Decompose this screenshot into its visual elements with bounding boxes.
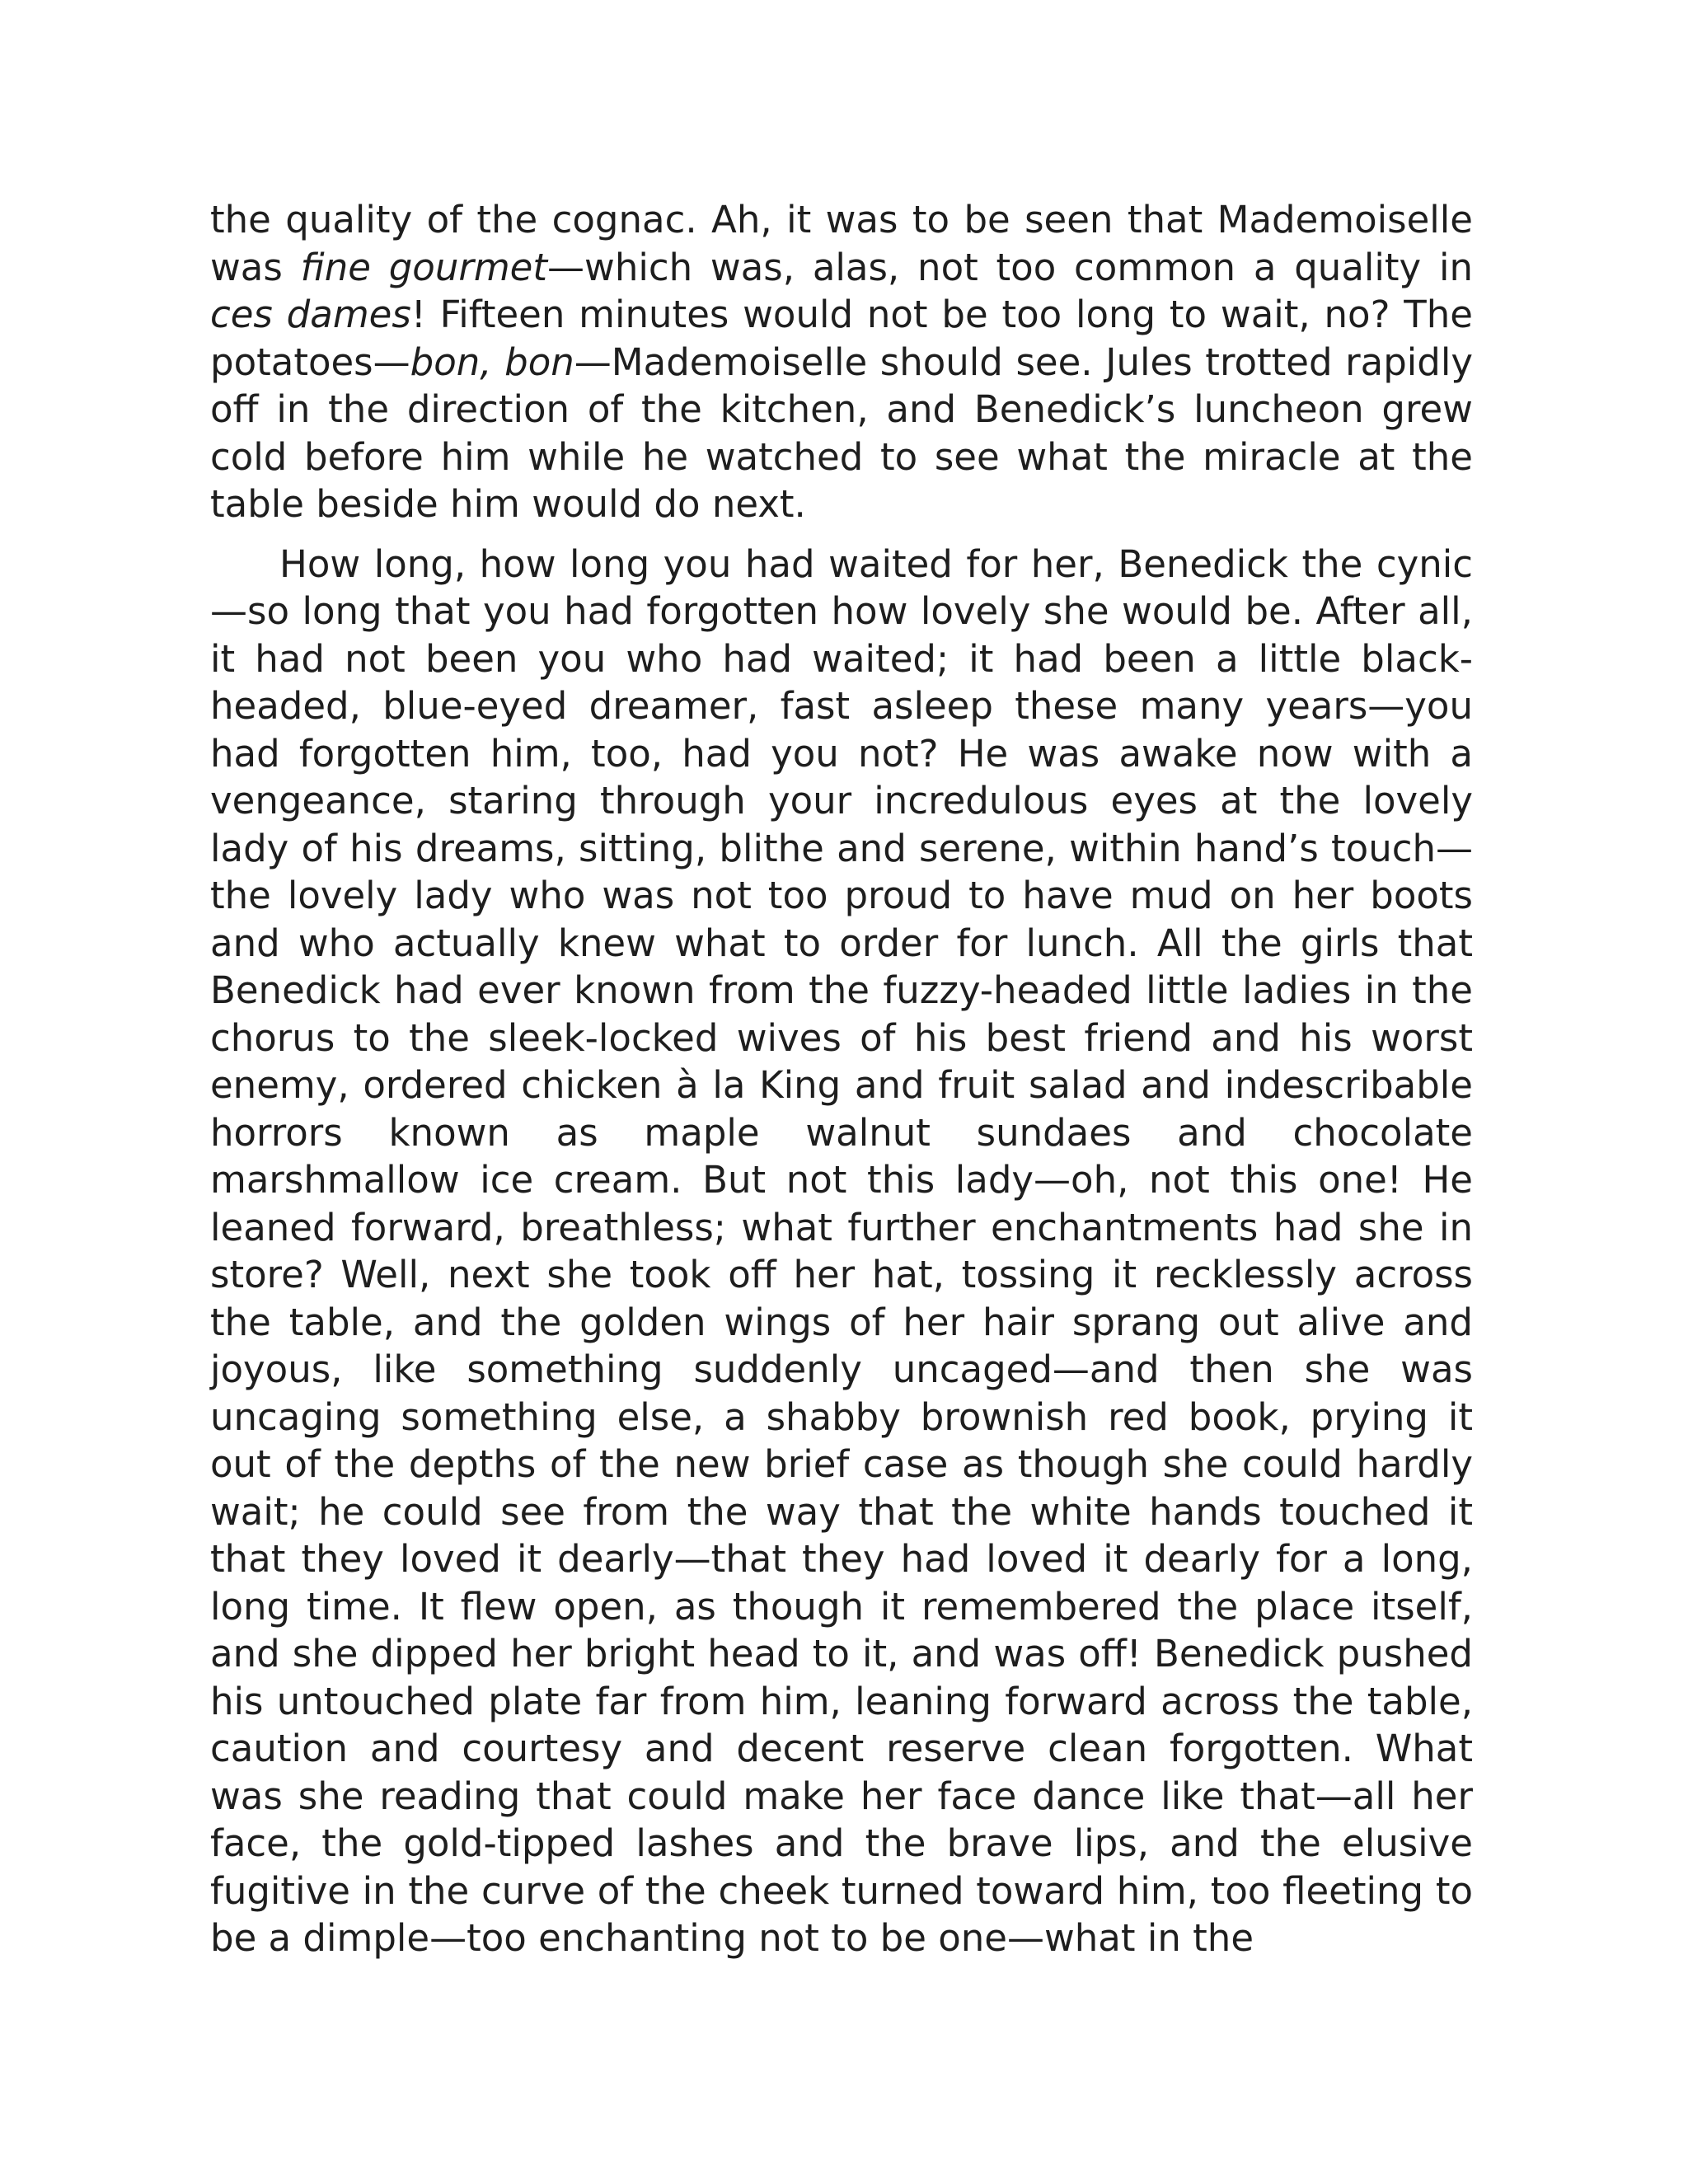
document-page: [210, 196, 1473, 1962]
paragraph-1: [210, 196, 1473, 528]
paragraph-2-text: How long, how long you had waited for her, Benedick the cynic—so long that you had forgotten how lovely she would be. After all, it had not been you who had waited; it had been a little black-headed, blue-eyed dreamer, fast asleep these many years—you had forgotten him, too, had you not? He was awake now with a vengeance, staring through your incredulous eyes at the lovely lady of his dreams, sitting, blithe and serene, within hand’s touch—the lovely lady who was not too proud to have mud on her boots and who actually knew what to order for lunch. All the girls that Benedick had ever known from the fuzzy-headed little ladies in the chorus to the sleek-locked wives of his best friend and his worst enemy, ordered chicken à la King and fruit salad and indescribable horrors known as maple walnut sundaes and chocolate marshmallow ice cream. But not this lady—oh, not this one! He leaned forward, breathless; what further enchantments had she in store? Well, next she took off her hat, tossing it recklessly across the table, and the golden wings of her hair sprang out alive and joyous, like something suddenly uncaged—and then she was uncaging something else, a shabby brownish red book, prying it out of the depths of the new brief case as though she could hardly wait; he could see from the way that the white hands touched it that they loved it dearly—that they had loved it dearly for a long, long time. It flew open, as though it remembered the place itself, and she dipped her bright head to it, and was off! Benedick pushed his untouched plate far from him, leaning forward across the table, caution and courtesy and decent reserve clean forgotten. What was she reading that could make her face dance like that—all her face, the gold-tipped lashes and the brave lips, and the elusive fugitive in the curve of the cheek turned toward him, too fleeting to be a dimple—too enchanting not to be one—what in the: [210, 541, 1473, 1960]
paragraph-1-text: —Mademoiselle should see. Jules trotted rapidly off in the direction of the kitchen, and Benedick’s luncheon grew cold before him while he watched to see what the miracle at the table beside him would do next.: [210, 340, 1473, 526]
paragraph-2: [210, 541, 1473, 1962]
paragraph-1-text: —which was, alas, not too common a quality in: [547, 245, 1473, 289]
italic-phrase-fine-gourmet: fine gourmet: [300, 245, 548, 289]
italic-phrase-ces-dames: ces dames: [210, 293, 411, 336]
paragraph-1-text: ! Fifteen minutes would not be too long to wait, no? The potatoes—: [210, 293, 1473, 384]
paragraph-1-text: the quality of the cognac. Ah, it was to be seen that Mademoiselle was: [210, 198, 1473, 289]
italic-phrase-bon-bon: bon, bon: [410, 340, 574, 384]
